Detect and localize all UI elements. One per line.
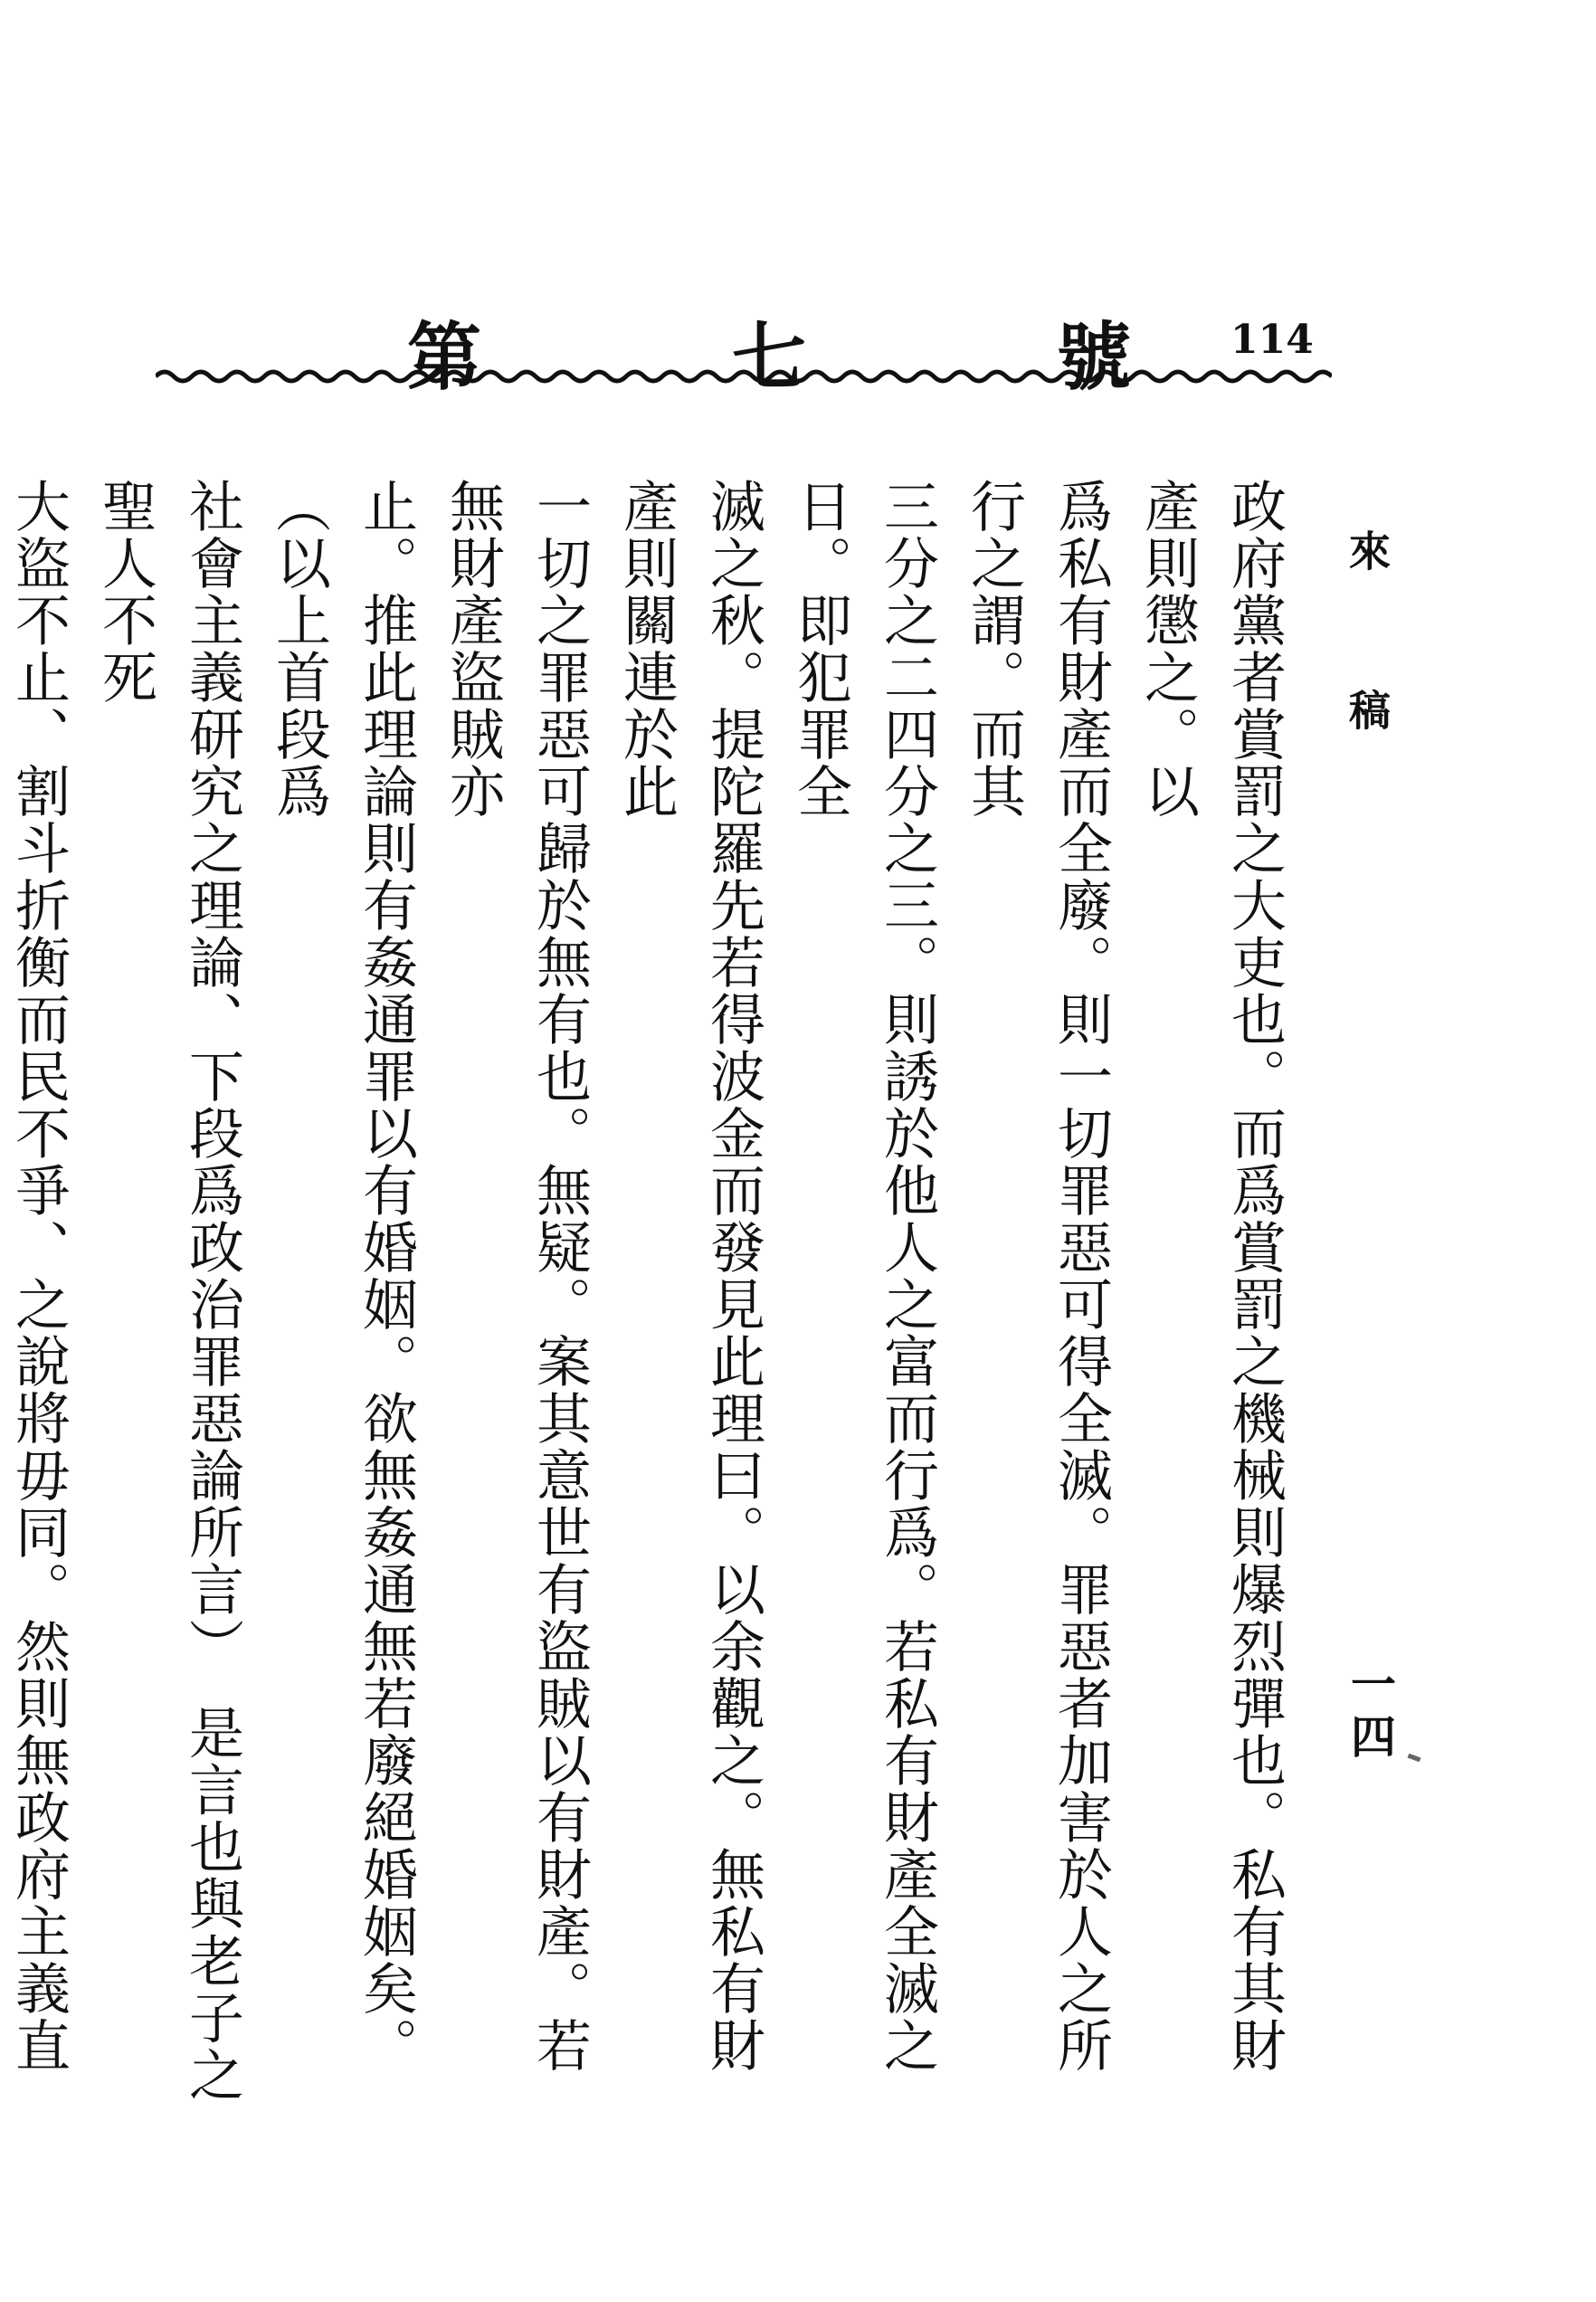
title-char-3: 號 <box>1056 314 1131 401</box>
article-body <box>0 478 1297 2107</box>
article-column: 大盜不止、割斗折衡而民不爭、之說將毋同。然則無政府主義直 <box>6 478 71 2074</box>
chinese-page-number: 一四 <box>1344 1660 1397 1765</box>
title-char-1: 第 <box>407 314 482 401</box>
article-column: 社會主義研究之理論、下段爲政治罪惡論所言） 是言也與老子之聖人不死 <box>93 478 244 2104</box>
article-column: 政府黨者賞罰之大吏也。而爲賞罰之機械則爆烈彈也。私有其財產則懲之。以 <box>1135 478 1287 2074</box>
article-column: 一切之罪惡可歸於無有也。無疑。案其意世有盜賊以有財產。若無財產盜賊亦 <box>441 478 592 2074</box>
page-number: 114 <box>1230 317 1314 363</box>
article-column: 爲私有財產而全廢。則一切罪惡可得全滅。罪惡者加害於人之所行之謂。而其 <box>962 478 1113 2074</box>
article-column: 滅之秋。提陀羅先若得波金而發見此理曰。以余觀之。無私有財產則關連於此 <box>614 478 765 2074</box>
title-char-2: 七 <box>731 314 806 401</box>
wavy-divider <box>156 360 1332 393</box>
stray-mark <box>1408 1754 1421 1762</box>
article-column: 止。推此理論則有姦通罪以有婚姻。欲無姦通無若廢絕婚姻矣。（以上首段爲 <box>267 478 418 2074</box>
article-column: 三分之二四分之三。則誘於他人之富而行爲。若私有財產全滅之日。即犯罪全 <box>788 478 939 2074</box>
section-label: 來稿 <box>1343 529 1392 848</box>
